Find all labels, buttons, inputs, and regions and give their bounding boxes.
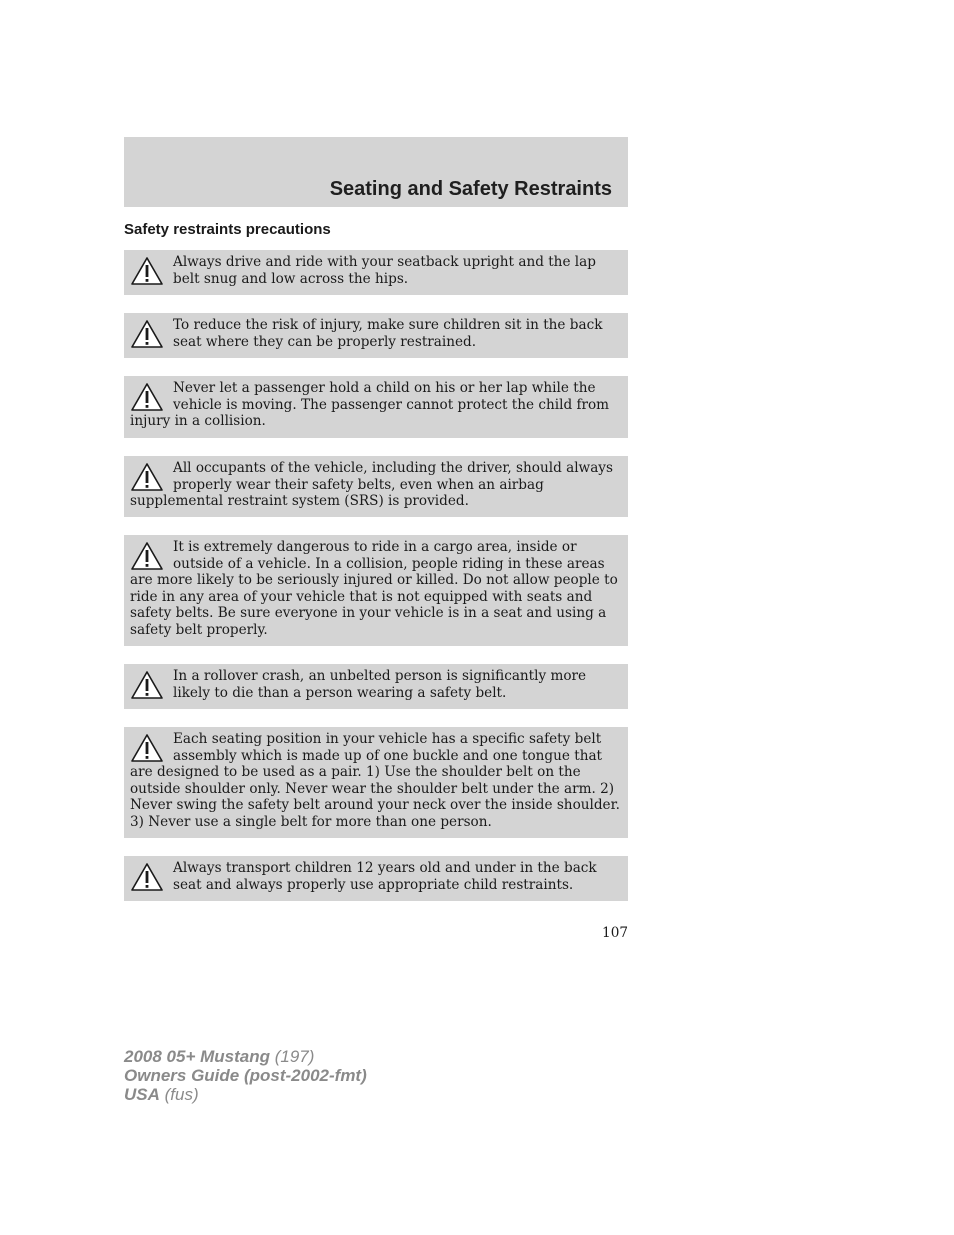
warning-box-3 — [124, 376, 628, 438]
warning-text: In a rollover crash, an unbelted person is significantly more likely to die than a person wearing a safety belt. — [173, 668, 587, 701]
header-band — [124, 137, 628, 207]
footer-market: USA — [124, 1085, 160, 1104]
footer-model-code: (197) — [274, 1047, 315, 1066]
page-number: 107 — [602, 925, 628, 941]
warning-triangle-icon — [130, 382, 164, 412]
warning-triangle-icon — [130, 256, 164, 286]
warning-box-6 — [124, 664, 628, 709]
warning-triangle-icon — [130, 319, 164, 349]
footer-market-code: (fus) — [164, 1085, 199, 1104]
section-heading: Safety restraints precautions — [124, 221, 331, 238]
warning-text: All occupants of the vehicle, including the driver, should always properly wear their safety belts, even when an airbag supplemental restraint system (SRS) is provided. — [130, 460, 613, 509]
warning-triangle-icon — [130, 670, 164, 700]
warning-text: Never let a passenger hold a child on his or her lap while the vehicle is moving. The passenger cannot protect the child from injury in a collision. — [130, 380, 610, 429]
warning-box-2 — [124, 313, 628, 358]
warning-box-1 — [124, 250, 628, 295]
page-title: Seating and Safety Restraints — [329, 178, 612, 200]
warning-box-4 — [124, 456, 628, 517]
warning-text: Always drive and ride with your seatback upright and the lap belt snug and low across the hips. — [173, 254, 596, 287]
warning-box-5 — [124, 535, 628, 646]
warning-box-8 — [124, 856, 628, 901]
warning-text: It is extremely dangerous to ride in a cargo area, inside or outside of a vehicle. In a collision, people riding in these areas are more likely to be seriously injured or killed. Do not allow people to ride in any area of your vehicle that is not equipped with seats and safety belts. Be sure everyone in your vehicle is in a seat and using a safety belt properly. — [130, 539, 618, 638]
footer-model: 2008 05+ Mustang — [124, 1047, 270, 1066]
warning-text: To reduce the risk of injury, make sure children sit in the back seat where they can be properly restrained. — [173, 317, 603, 350]
warning-triangle-icon — [130, 462, 164, 492]
warning-triangle-icon — [130, 733, 164, 763]
document-footer — [124, 1047, 367, 1104]
warning-triangle-icon — [130, 862, 164, 892]
warning-text: Each seating position in your vehicle has a specific safety belt assembly which is made up of one buckle and one tongue that are designed to be used as a pair. 1) Use the shoulder belt on the outside shoulder only. Never wear the shoulder belt under the arm. 2) Never swing the safety belt around your neck over the inside shoulder. 3) Never use a single belt for more than one person. — [130, 731, 620, 830]
warning-text: Always transport children 12 years old and under in the back seat and always properly use appropriate child restraints. — [173, 860, 597, 893]
warning-triangle-icon — [130, 541, 164, 571]
warning-box-7 — [124, 727, 628, 838]
footer-guide: Owners Guide (post-2002-fmt) — [124, 1066, 367, 1085]
